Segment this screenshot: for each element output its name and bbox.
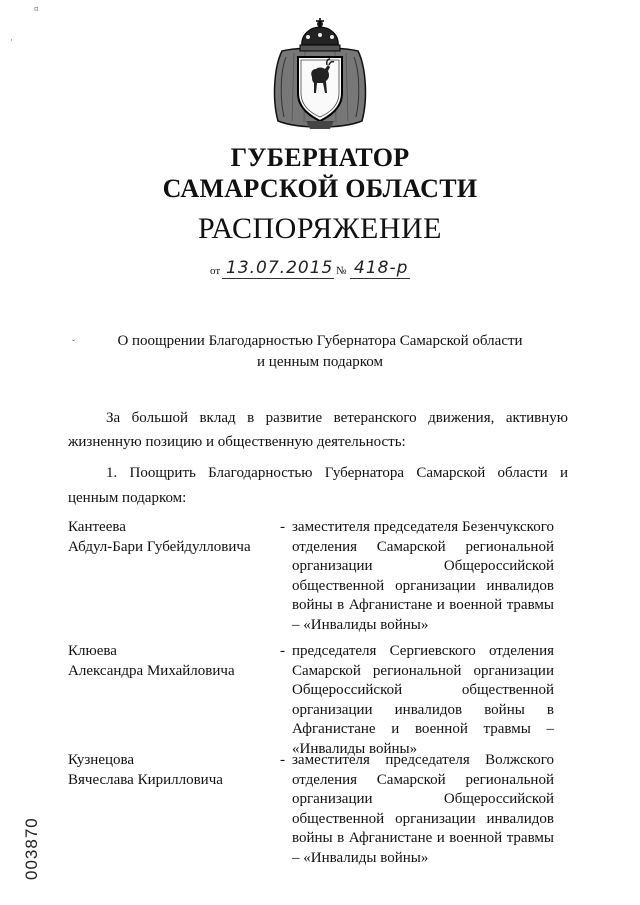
entry-dash: -: [280, 752, 285, 768]
intro-paragraph: За большой вклад в развитие ветеранского движения, активную жизненную позицию и общественную деятельность:: [68, 410, 568, 450]
number-underline: [350, 278, 410, 279]
person-surname: Клюева: [68, 643, 117, 659]
entry-dash: -: [280, 519, 285, 535]
person-position: заместителя председателя Безенчукского отделения Самарской региональной организации Общероссийской общественной организации инвалидов войны в Афганистане и военной травмы – «Инвалиды войны»: [292, 519, 554, 633]
person-surname: Кантеева: [68, 519, 126, 535]
scan-mark: ˇ: [72, 338, 75, 348]
person-name: [68, 518, 278, 557]
person-position: заместителя председателя Волжского отделения Самарской региональной организации Общероссийской общественной организации инвалидов войны в Афганистане и военной травмы – «Инвалиды войны»: [292, 752, 554, 866]
person-surname: Кузнецова: [68, 752, 135, 768]
subject-line2: и ценным подарком: [257, 354, 383, 370]
handwritten-number: 418-р: [354, 258, 409, 278]
date-number-line: [208, 258, 448, 284]
person-given-names: Александра Михайловича: [68, 662, 235, 679]
entry-dash: -: [280, 643, 285, 659]
person-given-names: Вячеслава Кирилловича: [68, 771, 223, 788]
issuer-title-line2: САМАРСКОЙ ОБЛАСТИ: [162, 174, 478, 203]
document-type: РАСПОРЯЖЕНИЕ: [197, 212, 443, 245]
scan-mark: ¤: [34, 4, 39, 14]
order-item-1: 1. Поощрить Благодарностью Губернатора Самарской области и ценным подарком:: [68, 465, 568, 506]
person-given-names: Абдул-Бари Губейдулловича: [68, 538, 251, 555]
person-name: [68, 642, 278, 681]
scan-mark: ·: [10, 35, 13, 45]
samara-oblast-coat-of-arms-icon: [270, 17, 370, 133]
person-position: председателя Сергиевского отделения Самарской региональной организации Общероссийской общественной организации инвалидов войны в Афганистане и военной травмы – «Инвалиды войны»: [292, 643, 554, 757]
issuer-title-line1: ГУБЕРНАТОР: [230, 143, 410, 172]
handwritten-date: 13.07.2015: [226, 258, 334, 278]
date-from-label: от: [210, 265, 221, 277]
subject-line1: О поощрении Благодарностью Губернатора Самарской области: [117, 333, 523, 349]
registry-side-code: 003870: [22, 817, 41, 880]
date-underline: [222, 278, 334, 279]
document-subject: [60, 331, 580, 373]
person-name: [68, 751, 278, 790]
number-label: №: [336, 265, 347, 277]
